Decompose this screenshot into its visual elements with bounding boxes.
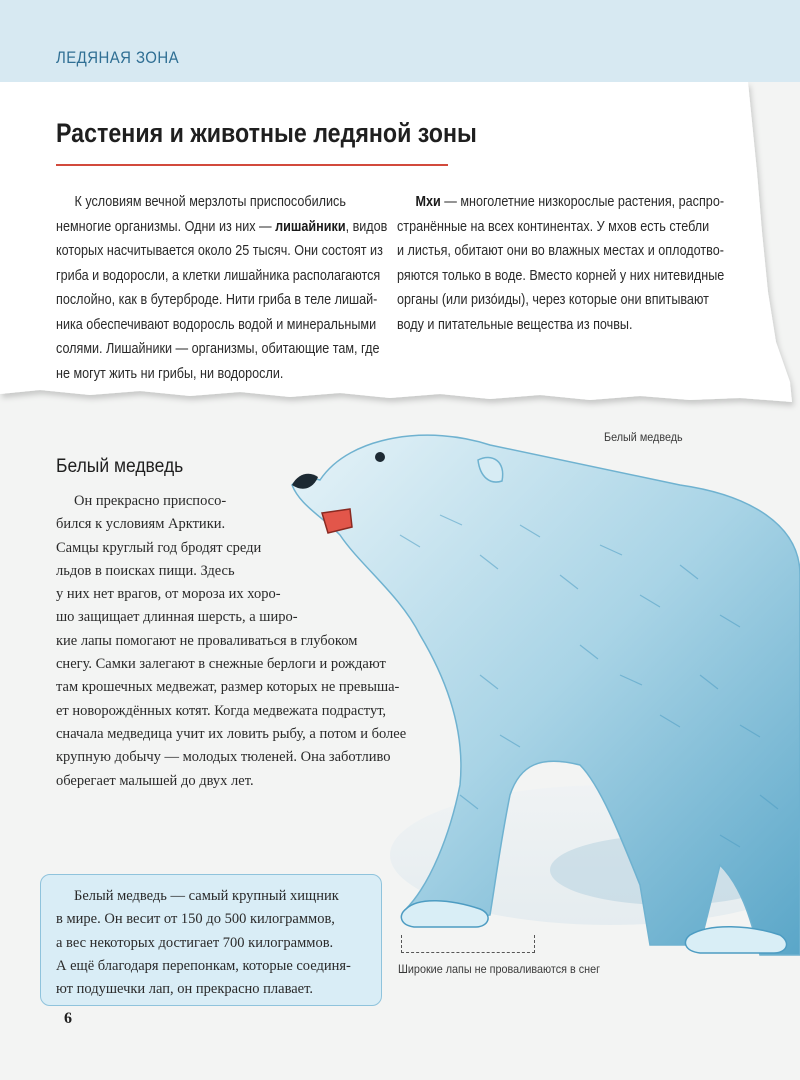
page-title: Растения и животные ледяной зоны [56, 118, 477, 148]
text-line: гриба и водоросли, а клетки лишайника располагаются [56, 266, 381, 284]
text-line: в мире. Он весит от 150 до 500 килограммов, [56, 911, 335, 928]
text-line: крупную добычу — молодых тюленей. Она заботливо [56, 749, 391, 766]
text-line: странённые на всех континентах. У мхов есть стебли [397, 217, 710, 235]
text-line: немногие организмы. Одни из них — лишайники, видов [56, 217, 388, 235]
text-line: послойно, как в бутерброде. Нити гриба в теле лишай- [56, 291, 378, 308]
text-line: солями. Лишайники — организмы, обитающие там, где [56, 340, 380, 357]
text-line: ника обеспечивают водоросль водой и минеральными [56, 315, 377, 333]
text-line: кие лапы помогают не проваливаться в глубоком [56, 632, 358, 649]
bear-paragraph [56, 490, 406, 793]
text-line: ет новорождённых котят. Когда медвежата подрастут, [56, 702, 387, 719]
mosses-term: Мхи [415, 193, 441, 210]
paw-caption: Широкие лапы не проваливаются в снег [398, 962, 601, 976]
text-line: там крошечных медвежат, размер которых не превыша- [56, 679, 400, 696]
text-line: Мхи — многолетние низкорослые растения, распро- [415, 193, 725, 210]
text-line: льдов в поисках пищи. Здесь [56, 562, 235, 579]
info-box-text [56, 885, 351, 1001]
text-line: Самцы круглый год бродят среди [56, 539, 262, 556]
text-line: органы (или ризо́иды), через которые они впитывают [397, 291, 709, 308]
text-line: оберегает малышей до двух лет. [56, 772, 254, 789]
text-line: А ещё благодаря перепонкам, которые соединя- [56, 957, 351, 974]
text-line: Он прекрасно приспосо- [74, 493, 227, 509]
page-number: 6 [64, 1010, 72, 1027]
text-line: снегу. Самки залегают в снежные берлоги и рождают [56, 656, 386, 673]
text-line: шо защищает длинная шерсть, а широ- [56, 609, 298, 626]
text-line: у них нет врагов, от мороза их хоро- [56, 586, 281, 603]
section-header-band [0, 0, 800, 82]
lichens-term: лишайники [275, 217, 346, 235]
text-line: Белый медведь — самый крупный хищник [74, 888, 339, 904]
title-underline [56, 164, 448, 166]
section-label: ЛЕДЯНАЯ ЗОНА [56, 48, 180, 67]
text-line: К условиям вечной мерзлоты приспособились [74, 193, 346, 210]
mosses-paragraph [397, 190, 741, 337]
text-line: которых насчитывается около 25 тысяч. Они состоят из [56, 242, 383, 259]
text-line: сначала медведица учит их ловить рыбу, а потом и более [56, 725, 407, 742]
text-line: а вес некоторых достигает 700 килограммов. [56, 934, 334, 951]
bear-caption: Белый медведь [604, 430, 683, 444]
lichens-paragraph [56, 190, 400, 386]
text-line: ряются только в воде. Вместо корней у них нитевидные [397, 266, 725, 284]
text-line: и листья, обитают они во влажных местах и оплодотво- [397, 242, 724, 259]
text-line: бился к условиям Арктики. [56, 516, 226, 533]
paw-bracket [401, 935, 535, 953]
text-line: ют подушечки лап, он прекрасно плавает. [56, 981, 313, 998]
bear-section-heading: Белый медведь [56, 456, 184, 477]
text-line: не могут жить ни грибы, ни водоросли. [56, 364, 284, 382]
text-line: воду и питательные вещества из почвы. [397, 315, 633, 333]
